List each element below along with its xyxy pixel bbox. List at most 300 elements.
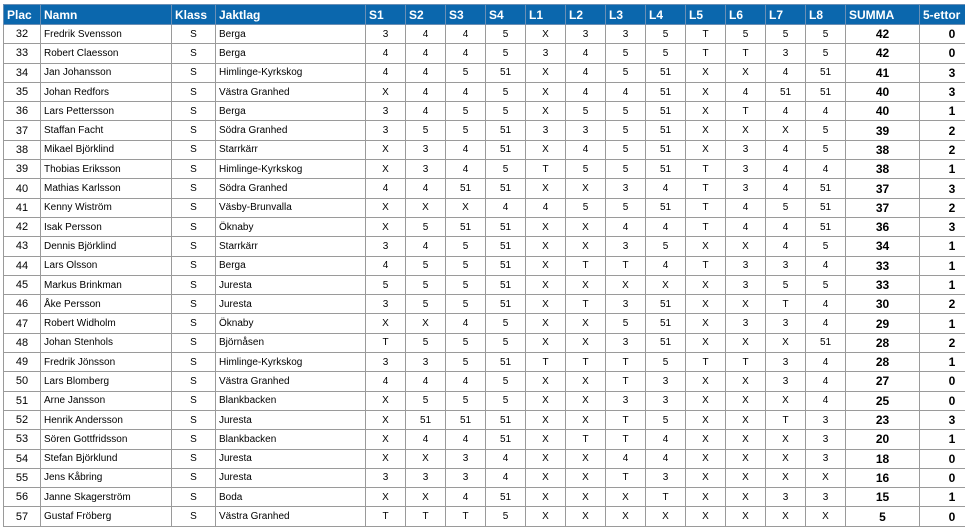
l7-cell: X [766,430,806,449]
l2-cell: X [566,449,606,468]
s2-cell: 4 [406,25,446,44]
klass-cell: S [172,488,216,507]
s4-cell: 51 [486,217,526,236]
l4-cell: 51 [646,63,686,82]
l8-cell: 3 [806,488,846,507]
klass-cell: S [172,353,216,372]
s3-cell: 4 [446,314,486,333]
summa-cell: 38 [846,160,920,179]
l4-cell: X [646,507,686,526]
table-row [4,102,965,121]
table-row [4,353,965,372]
l4-cell: 51 [646,121,686,140]
l2-cell: X [566,468,606,487]
table-row [4,121,965,140]
s2-cell: X [406,488,446,507]
l8-cell: 5 [806,25,846,44]
l5-cell: X [686,391,726,410]
table-row [4,468,965,487]
l5-cell: T [686,217,726,236]
l6-cell: T [726,102,766,121]
jaktlag-cell: Västra Granhed [216,507,366,526]
l6-cell: X [726,507,766,526]
l5-cell: X [686,121,726,140]
l8-cell: 51 [806,179,846,198]
jaktlag-cell: Himlinge-Kyrkskog [216,63,366,82]
l7-cell: 5 [766,275,806,294]
fem-ettor-cell: 1 [920,102,965,121]
l5-cell: T [686,353,726,372]
s4-cell: 51 [486,488,526,507]
s2-cell: 4 [406,179,446,198]
summa-cell: 39 [846,121,920,140]
l5-cell: X [686,102,726,121]
l5-cell: X [686,507,726,526]
s3-cell: 5 [446,275,486,294]
l8-cell: X [806,507,846,526]
l5-cell: T [686,179,726,198]
s3-cell: 4 [446,82,486,101]
fem-ettor-cell: 0 [920,449,965,468]
table-row [4,333,965,352]
klass-cell: S [172,391,216,410]
l1-cell: X [526,82,566,101]
klass-cell: S [172,82,216,101]
l3-cell: 3 [606,295,646,314]
table-row [4,179,965,198]
s4-cell: 51 [486,410,526,429]
fem-ettor-cell: 2 [920,333,965,352]
name-cell: Mathias Karlsson [41,179,172,198]
l5-cell: X [686,237,726,256]
l1-cell: X [526,140,566,159]
s1-cell: X [366,314,406,333]
s4-cell: 51 [486,179,526,198]
l7-cell: X [766,468,806,487]
name-cell: Mikael Björklind [41,140,172,159]
fem-ettor-cell: 1 [920,314,965,333]
fem-ettor-cell: 2 [920,198,965,217]
l6-cell: T [726,44,766,63]
plac-cell: 44 [4,256,41,275]
l7-cell: 4 [766,63,806,82]
fem-ettor-cell: 3 [920,410,965,429]
l7-cell: 4 [766,160,806,179]
name-cell: Robert Widholm [41,314,172,333]
plac-cell: 49 [4,353,41,372]
l5-cell: X [686,430,726,449]
l4-cell: 3 [646,391,686,410]
l8-cell: 4 [806,160,846,179]
l7-cell: 4 [766,179,806,198]
summa-cell: 41 [846,63,920,82]
l4-cell: 51 [646,198,686,217]
column-header-klass: Klass [172,5,216,25]
klass-cell: S [172,449,216,468]
s1-cell: 4 [366,63,406,82]
l8-cell: 3 [806,430,846,449]
l1-cell: X [526,410,566,429]
s3-cell: 5 [446,237,486,256]
summa-cell: 16 [846,468,920,487]
table-row [4,82,965,101]
summa-cell: 36 [846,217,920,236]
table-row [4,63,965,82]
table-row [4,449,965,468]
name-cell: Dennis Björklind [41,237,172,256]
s3-cell: 4 [446,140,486,159]
name-cell: Stefan Björklund [41,449,172,468]
column-header-l2: L2 [566,5,606,25]
table-row [4,314,965,333]
name-cell: Jan Johansson [41,63,172,82]
s2-cell: X [406,314,446,333]
plac-cell: 54 [4,449,41,468]
l3-cell: 5 [606,198,646,217]
fem-ettor-cell: 3 [920,63,965,82]
s3-cell: T [446,507,486,526]
s2-cell: 4 [406,44,446,63]
table-row [4,391,965,410]
s4-cell: 51 [486,430,526,449]
l8-cell: 4 [806,256,846,275]
fem-ettor-cell: 1 [920,275,965,294]
summa-cell: 20 [846,430,920,449]
l5-cell: X [686,63,726,82]
l8-cell: 4 [806,353,846,372]
s1-cell: 4 [366,44,406,63]
s1-cell: T [366,507,406,526]
l1-cell: X [526,217,566,236]
klass-cell: S [172,25,216,44]
l8-cell: 4 [806,295,846,314]
l7-cell: T [766,295,806,314]
l7-cell: X [766,333,806,352]
plac-cell: 50 [4,372,41,391]
l2-cell: 3 [566,121,606,140]
s1-cell: 4 [366,179,406,198]
l2-cell: X [566,391,606,410]
table-row [4,488,965,507]
s3-cell: 4 [446,44,486,63]
l1-cell: X [526,391,566,410]
jaktlag-cell: Starrkärr [216,140,366,159]
l3-cell: 5 [606,121,646,140]
l5-cell: T [686,198,726,217]
fem-ettor-cell: 1 [920,237,965,256]
s3-cell: 3 [446,449,486,468]
column-header-5-ettor: 5-ettor [920,5,965,25]
l1-cell: X [526,256,566,275]
l2-cell: T [566,430,606,449]
plac-cell: 53 [4,430,41,449]
l2-cell: T [566,256,606,275]
s4-cell: 5 [486,44,526,63]
plac-cell: 37 [4,121,41,140]
l7-cell: 4 [766,102,806,121]
l7-cell: 4 [766,217,806,236]
jaktlag-cell: Väsby-Brunvalla [216,198,366,217]
l7-cell: 51 [766,82,806,101]
l6-cell: X [726,295,766,314]
l5-cell: X [686,140,726,159]
l8-cell: 5 [806,140,846,159]
column-header-plac: Plac [4,5,41,25]
l8-cell: 5 [806,44,846,63]
column-header-l4: L4 [646,5,686,25]
s3-cell: 4 [446,25,486,44]
s1-cell: X [366,140,406,159]
jaktlag-cell: Juresta [216,275,366,294]
l5-cell: X [686,82,726,101]
name-cell: Kenny Wiström [41,198,172,217]
l7-cell: X [766,391,806,410]
l4-cell: 51 [646,314,686,333]
fem-ettor-cell: 0 [920,507,965,526]
s2-cell: X [406,198,446,217]
l4-cell: 4 [646,430,686,449]
l4-cell: 5 [646,410,686,429]
summa-cell: 28 [846,333,920,352]
l4-cell: 4 [646,256,686,275]
l5-cell: X [686,488,726,507]
l6-cell: 3 [726,179,766,198]
plac-cell: 46 [4,295,41,314]
summa-cell: 27 [846,372,920,391]
l1-cell: T [526,353,566,372]
s1-cell: X [366,449,406,468]
klass-cell: S [172,140,216,159]
table-row [4,198,965,217]
summa-cell: 40 [846,102,920,121]
s3-cell: 51 [446,179,486,198]
s2-cell: 3 [406,353,446,372]
s2-cell: 4 [406,102,446,121]
s1-cell: X [366,488,406,507]
column-header-jaktlag: Jaktlag [216,5,366,25]
l4-cell: 4 [646,217,686,236]
l5-cell: T [686,44,726,63]
plac-cell: 52 [4,410,41,429]
summa-cell: 25 [846,391,920,410]
s3-cell: 51 [446,217,486,236]
l4-cell: 51 [646,295,686,314]
s1-cell: X [366,217,406,236]
l6-cell: X [726,372,766,391]
l6-cell: X [726,63,766,82]
l3-cell: X [606,507,646,526]
jaktlag-cell: Juresta [216,295,366,314]
l8-cell: 4 [806,391,846,410]
l6-cell: X [726,430,766,449]
name-cell: Markus Brinkman [41,275,172,294]
klass-cell: S [172,410,216,429]
l2-cell: 4 [566,82,606,101]
name-cell: Arne Jansson [41,391,172,410]
s4-cell: 51 [486,121,526,140]
plac-cell: 55 [4,468,41,487]
summa-cell: 37 [846,198,920,217]
klass-cell: S [172,295,216,314]
klass-cell: S [172,430,216,449]
l1-cell: X [526,333,566,352]
l3-cell: T [606,353,646,372]
l8-cell: 3 [806,449,846,468]
column-header-s4: S4 [486,5,526,25]
l4-cell: 3 [646,468,686,487]
s2-cell: 4 [406,63,446,82]
l1-cell: X [526,314,566,333]
l6-cell: 5 [726,25,766,44]
jaktlag-cell: Västra Granhed [216,82,366,101]
s2-cell: 3 [406,140,446,159]
s1-cell: 3 [366,295,406,314]
fem-ettor-cell: 1 [920,430,965,449]
fem-ettor-cell: 0 [920,391,965,410]
column-header-l3: L3 [606,5,646,25]
l2-cell: T [566,353,606,372]
l6-cell: X [726,237,766,256]
s4-cell: 5 [486,82,526,101]
table-row [4,275,965,294]
s3-cell: 5 [446,102,486,121]
s4-cell: 5 [486,25,526,44]
s4-cell: 5 [486,372,526,391]
jaktlag-cell: Himlinge-Kyrkskog [216,353,366,372]
column-header-s1: S1 [366,5,406,25]
klass-cell: S [172,372,216,391]
s3-cell: 5 [446,295,486,314]
l4-cell: 51 [646,82,686,101]
s1-cell: 3 [366,237,406,256]
s1-cell: 3 [366,468,406,487]
l7-cell: 4 [766,140,806,159]
summa-cell: 28 [846,353,920,372]
l3-cell: T [606,430,646,449]
jaktlag-cell: Boda [216,488,366,507]
l3-cell: 4 [606,449,646,468]
column-header-l6: L6 [726,5,766,25]
column-header-l1: L1 [526,5,566,25]
jaktlag-cell: Öknaby [216,314,366,333]
s2-cell: 4 [406,430,446,449]
summa-cell: 18 [846,449,920,468]
l1-cell: T [526,160,566,179]
name-cell: Sören Gottfridsson [41,430,172,449]
jaktlag-cell: Blankbacken [216,430,366,449]
fem-ettor-cell: 2 [920,295,965,314]
l6-cell: X [726,468,766,487]
s4-cell: 5 [486,391,526,410]
l6-cell: 4 [726,82,766,101]
l3-cell: X [606,488,646,507]
l2-cell: X [566,333,606,352]
fem-ettor-cell: 3 [920,179,965,198]
s2-cell: 5 [406,275,446,294]
s3-cell: 5 [446,391,486,410]
name-cell: Gustaf Fröberg [41,507,172,526]
column-header-namn: Namn [41,5,172,25]
l5-cell: T [686,25,726,44]
table-row [4,237,965,256]
klass-cell: S [172,63,216,82]
name-cell: Robert Claesson [41,44,172,63]
s2-cell: 3 [406,160,446,179]
s1-cell: 4 [366,256,406,275]
l5-cell: X [686,410,726,429]
l2-cell: X [566,237,606,256]
plac-cell: 51 [4,391,41,410]
l8-cell: 51 [806,198,846,217]
name-cell: Johan Redfors [41,82,172,101]
l1-cell: X [526,237,566,256]
l3-cell: 5 [606,44,646,63]
summa-cell: 23 [846,410,920,429]
plac-cell: 42 [4,217,41,236]
l1-cell: X [526,295,566,314]
l6-cell: T [726,353,766,372]
jaktlag-cell: Öknaby [216,217,366,236]
s3-cell: 4 [446,160,486,179]
fem-ettor-cell: 1 [920,160,965,179]
l5-cell: X [686,449,726,468]
l2-cell: 5 [566,198,606,217]
s1-cell: 5 [366,275,406,294]
l1-cell: X [526,102,566,121]
l7-cell: X [766,449,806,468]
plac-cell: 38 [4,140,41,159]
plac-cell: 47 [4,314,41,333]
l1-cell: X [526,179,566,198]
l1-cell: X [526,488,566,507]
summa-cell: 42 [846,44,920,63]
jaktlag-cell: Berga [216,44,366,63]
l7-cell: 5 [766,198,806,217]
summa-cell: 37 [846,179,920,198]
summa-cell: 5 [846,507,920,526]
klass-cell: S [172,507,216,526]
column-header-s3: S3 [446,5,486,25]
s1-cell: X [366,198,406,217]
s2-cell: 5 [406,295,446,314]
l7-cell: 3 [766,44,806,63]
l6-cell: X [726,333,766,352]
s3-cell: 5 [446,333,486,352]
s3-cell: 4 [446,372,486,391]
l2-cell: 4 [566,140,606,159]
name-cell: Janne Skagerström [41,488,172,507]
klass-cell: S [172,179,216,198]
name-cell: Henrik Andersson [41,410,172,429]
l4-cell: 5 [646,237,686,256]
s3-cell: 4 [446,430,486,449]
l3-cell: T [606,372,646,391]
fem-ettor-cell: 0 [920,44,965,63]
l3-cell: 3 [606,25,646,44]
l5-cell: X [686,333,726,352]
l4-cell: 51 [646,160,686,179]
l4-cell: 5 [646,353,686,372]
l2-cell: X [566,372,606,391]
klass-cell: S [172,468,216,487]
s3-cell: 5 [446,63,486,82]
table-row [4,25,965,44]
l1-cell: 4 [526,198,566,217]
l2-cell: X [566,275,606,294]
l3-cell: 4 [606,217,646,236]
fem-ettor-cell: 0 [920,372,965,391]
s3-cell: X [446,198,486,217]
